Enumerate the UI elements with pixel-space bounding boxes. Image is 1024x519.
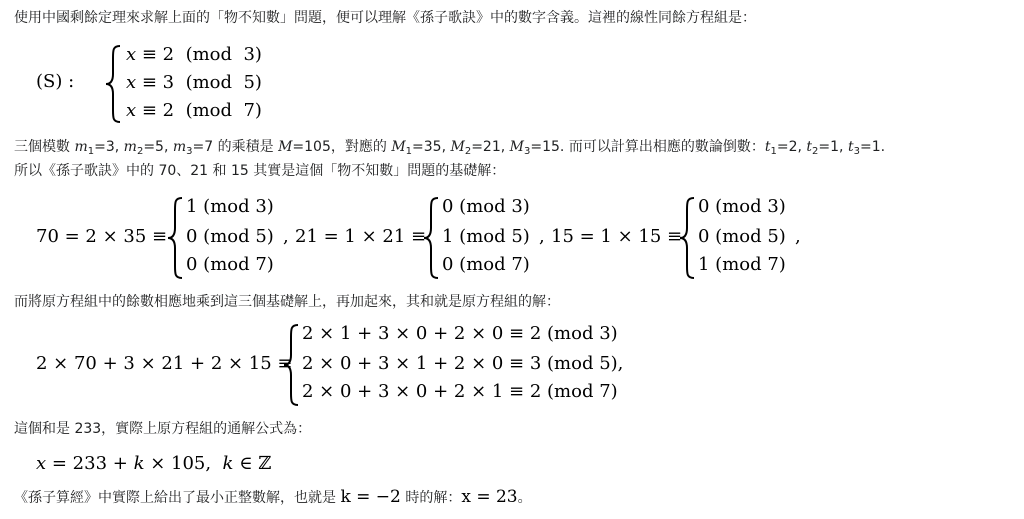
final-k: k = −2 xyxy=(340,487,401,507)
basis-21-comma: , xyxy=(539,226,545,247)
basis-70-row-3: 0 (mod 7) xyxy=(186,254,274,275)
intro-text: 使用中國剩餘定理來求解上面的「物不知數」問題，便可以理解《孫子歌訣》中的數字含義。這裡的線性同餘方程組是： xyxy=(14,10,756,26)
final-x: x = 23 xyxy=(461,487,518,507)
basis-70-row-1: 1 (mod 3) xyxy=(186,196,274,217)
combine-lhs: 2 × 70 + 3 × 21 + 2 × 15 ≡ xyxy=(36,353,293,374)
combine-row-2: 2 × 0 + 3 × 1 + 2 × 0 ≡ 3 (mod 5), xyxy=(302,353,624,374)
basis-15-lhs: 15 = 1 × 15 ≡ xyxy=(551,226,683,247)
basis-70-comma: , xyxy=(283,226,289,247)
basis-intro-text: 所以《孫子歌訣》中的 70、21 和 15 其實是這個「物不知數」問題的基礎解： xyxy=(14,163,506,179)
basis-21-lhs: 21 = 1 × 21 ≡ xyxy=(295,226,427,247)
basis-21-row-1: 0 (mod 3) xyxy=(442,196,530,217)
combine-intro-text: 而將原方程組中的餘數相應地乘到這三個基礎解上，再加起來，其和就是原方程組的解： xyxy=(14,294,560,310)
basis-70-brace xyxy=(166,196,184,280)
basis-15-row-1: 0 (mod 3) xyxy=(698,196,786,217)
combine-brace xyxy=(282,323,300,407)
basis-21-row-3: 0 (mod 7) xyxy=(442,254,530,275)
system-label: (S) : xyxy=(36,71,75,92)
basis-70-row-2: 0 (mod 5) xyxy=(186,226,274,247)
basis-21-row-2: 1 (mod 5) xyxy=(442,226,530,247)
basis-15-brace xyxy=(678,196,696,280)
final-text: 《孫子算經》中實際上給出了最小正整數解，也就是 k = −2 時的解：x = 23。 xyxy=(14,487,532,507)
basis-15-row-2: 0 (mod 5) xyxy=(698,226,786,247)
combine-row-3: 2 × 0 + 3 × 0 + 2 × 1 ≡ 2 (mod 7) xyxy=(302,381,618,402)
system-row-3: x ≡ 2 (mod 7) xyxy=(126,100,262,121)
system-row-2: x ≡ 3 (mod 5) xyxy=(126,72,262,93)
system-row-1: x ≡ 2 (mod 3) xyxy=(126,44,262,65)
general-intro-text: 這個和是 233，實際上原方程組的通解公式為： xyxy=(14,421,312,437)
basis-70-lhs: 70 = 2 × 35 ≡ xyxy=(36,226,168,247)
combine-row-1: 2 × 1 + 3 × 0 + 2 × 0 ≡ 2 (mod 3) xyxy=(302,323,618,344)
moduli-text: 三個模數 $m_1=3$, $m_2=5$, $m_3=7$ 的乘積是 M=105，對應的 $M_1=35$, $M_2=21$, $M_3=15$. 而可以計算出相應的數論倒數：$t_1=2$, $t_2=1$, $t_3=1$. xyxy=(14,139,886,157)
basis-15-comma: , xyxy=(795,226,801,247)
basis-15-row-3: 1 (mod 7) xyxy=(698,254,786,275)
system-brace xyxy=(104,44,122,124)
general-formula: x = 233 + k × 105, k ∈ ℤ xyxy=(36,453,272,474)
basis-21-brace xyxy=(422,196,440,280)
